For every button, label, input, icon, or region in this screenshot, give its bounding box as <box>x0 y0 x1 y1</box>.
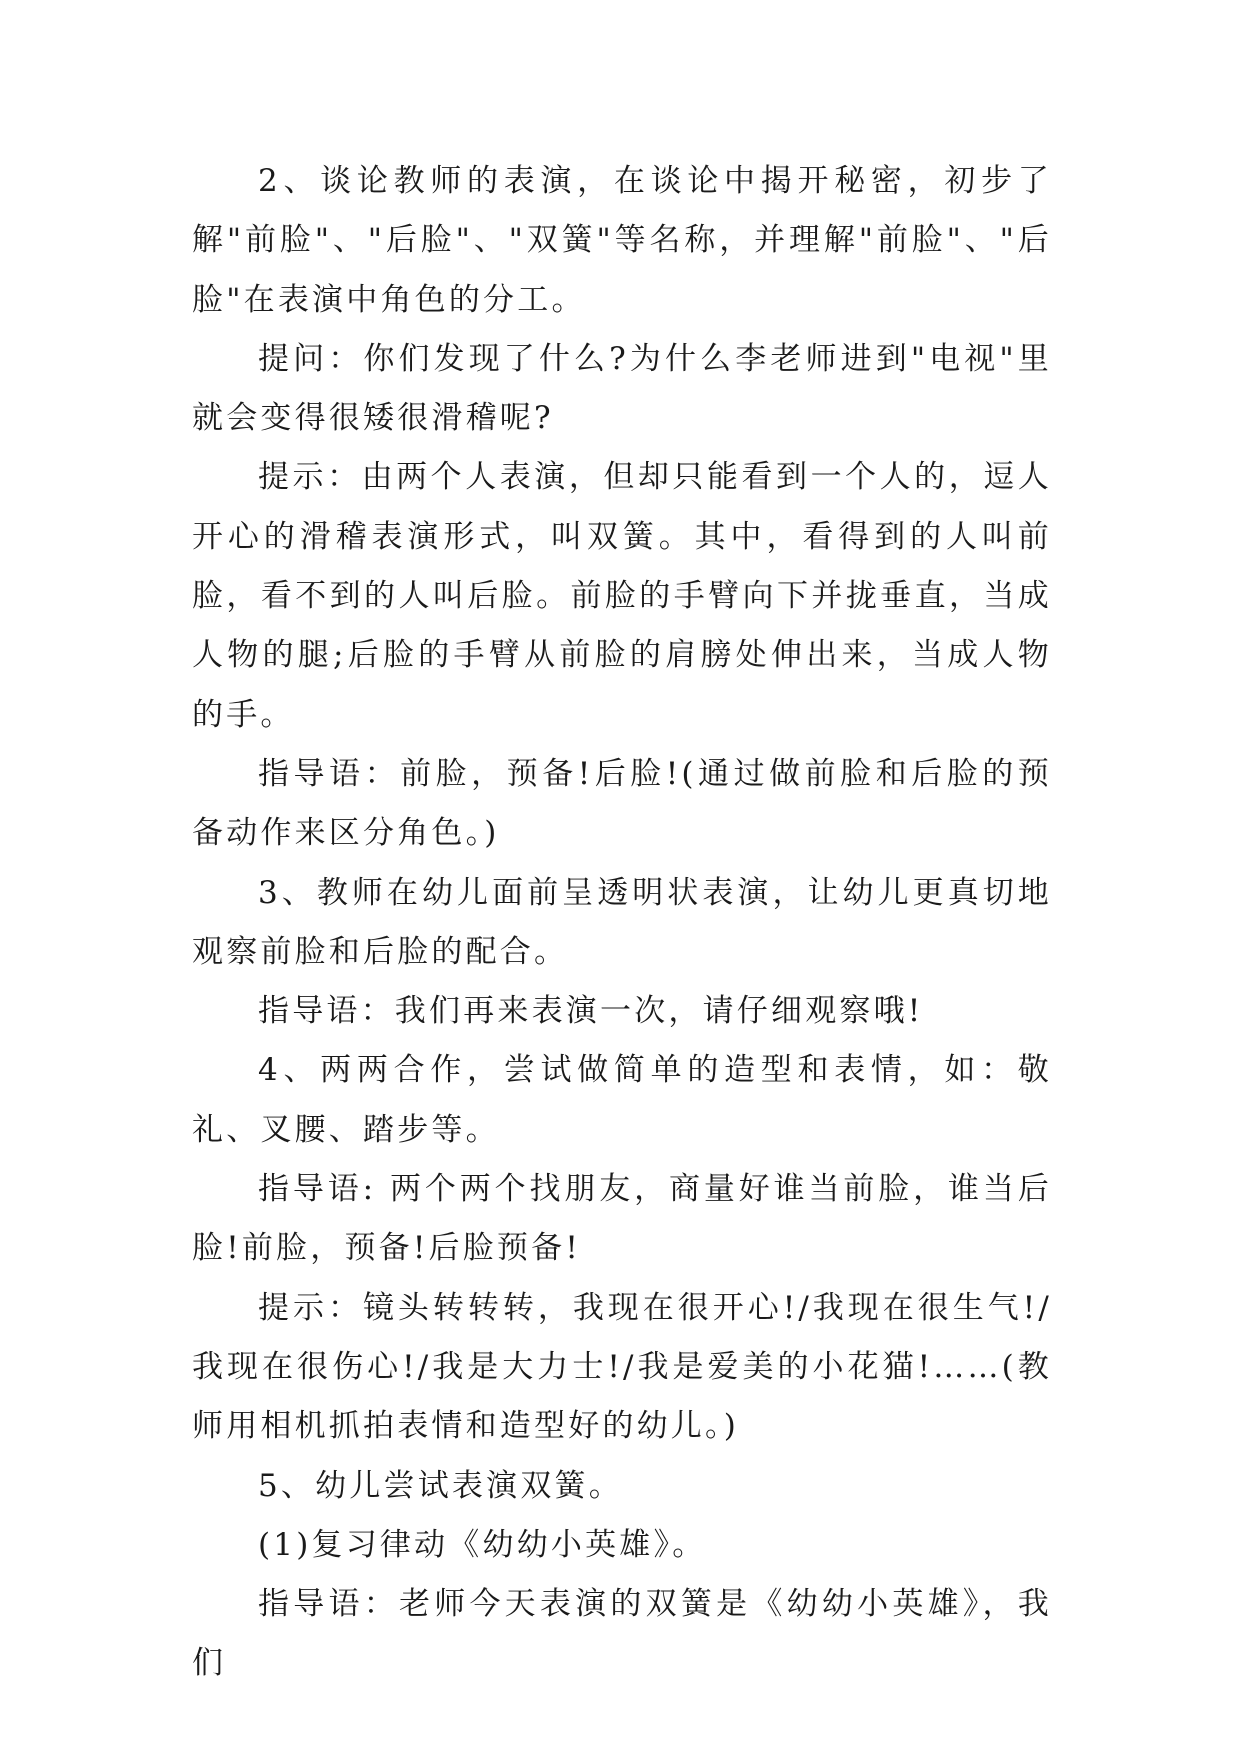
paragraph-guidance-pairs: 指导语: 两个两个找朋友，商量好谁当前脸，谁当后脸!前脸，预备!后脸预备! <box>192 1171 1052 1267</box>
paragraph-question: 提问：你们发现了什么?为什么李老师进到"电视"里就会变得很矮很滑稽呢? <box>192 340 1052 437</box>
paragraph-guidance-ready: 指导语：前脸，预备!后脸!(通过做前脸和后脸的预备动作来区分角色。) <box>192 755 1052 852</box>
paragraph-step-3: 3、教师在幼儿面前呈透明状表演，让幼儿更真切地观察前脸和后脸的配合。 <box>192 874 1052 970</box>
paragraph-hint-definition: 提示：由两个人表演，但却只能看到一个人的，逗人开心的滑稽表演形式，叫双簧。其中，看得到的人叫前脸，看不到的人叫后脸。前脸的手臂向下并拢垂直，当成人物的腿;后脸的手臂从前脸的肩膀处伸出来，当成人物的手。 <box>192 459 1052 733</box>
paragraph-guidance-observe: 指导语：我们再来表演一次，请仔细观察哦! <box>258 993 924 1030</box>
document-body <box>192 152 1052 1694</box>
paragraph-substep-1: (1)复习律动《幼幼小英雄》。 <box>258 1526 707 1563</box>
paragraph-step-4: 4、两两合作，尝试做简单的造型和表情，如：敬礼、叉腰、踏步等。 <box>192 1052 1052 1148</box>
paragraph-step-5: 5、幼儿尝试表演双簧。 <box>258 1467 623 1504</box>
paragraph-hint-camera: 提示：镜头转转转，我现在很开心!/我现在很生气!/我现在很伤心!/我是大力士!/我是爱美的小花猫!……(教师用相机抓拍表情和造型好的幼儿。) <box>192 1289 1052 1445</box>
paragraph-step-2: 2、谈论教师的表演，在谈论中揭开秘密，初步了解"前脸"、"后脸"、"双簧"等名称，并理解"前脸"、"后脸"在表演中角色的分工。 <box>192 163 1052 318</box>
paragraph-guidance-hero: 指导语：老师今天表演的双簧是《幼幼小英雄》，我们 <box>192 1586 1052 1682</box>
